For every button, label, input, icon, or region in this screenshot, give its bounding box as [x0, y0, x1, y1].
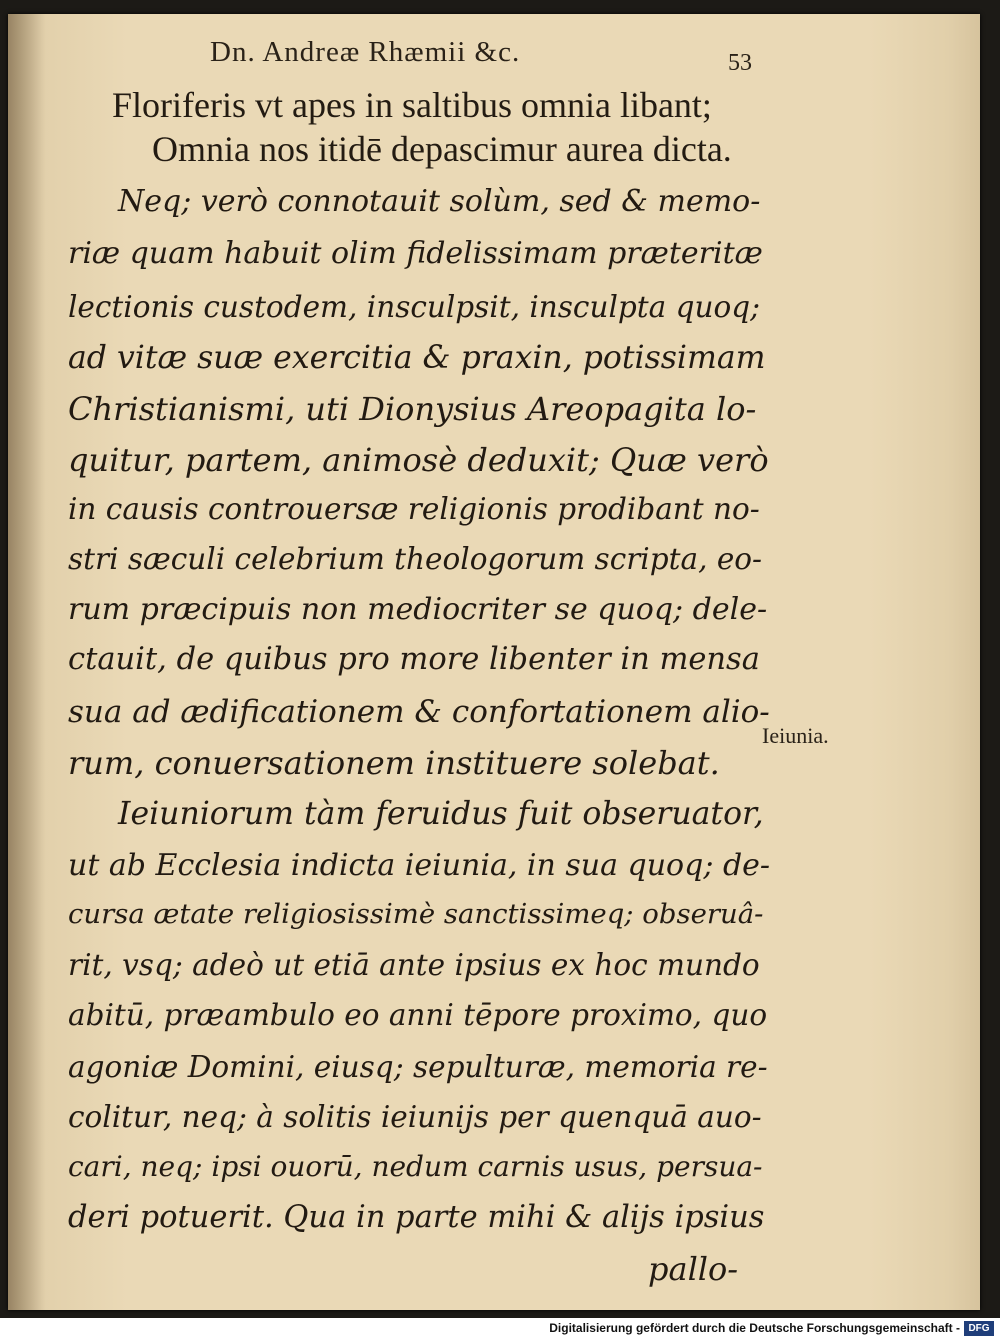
footer-bar — [0, 1318, 1000, 1340]
body-line-13: Ieiuniorum tàm feruidus fuit obseruator, — [118, 796, 764, 832]
body-line-1: Neq; verò connotauit solùm, sed & memo- — [118, 184, 761, 219]
body-line-15: cursa ætate religiosissimè sanctissimeq; obseruâ- — [68, 898, 764, 930]
body-line-5: Christianismi, uti Dionysius Areopagita lo- — [68, 390, 757, 428]
body-line-21: deri potuerit. Qua in parte mihi & alijs ipsius — [68, 1200, 765, 1235]
catchword: pallo- — [648, 1250, 739, 1288]
body-line-7: in causis controuersæ religionis prodibant no- — [68, 492, 760, 526]
running-head: Dn. Andreæ Rhæmii &c. — [210, 36, 521, 68]
body-line-11: sua ad ædificationem & confortationem alio- — [68, 694, 770, 730]
body-line-6: quitur, partem, animosè deduxit; Quæ verò — [68, 441, 769, 479]
body-line-14: ut ab Ecclesia indicta ieiunia, in sua quoq; de- — [68, 848, 771, 883]
body-line-4: ad vitæ suæ exercitia & praxin, potissimam — [68, 340, 766, 376]
verse-line-1: Floriferis vt apes in saltibus omnia libant; — [112, 85, 712, 125]
body-line-20: cari, neq; ipsi ouorū, nedum carnis usus, persua- — [68, 1150, 763, 1183]
body-line-18: agoniæ Domini, eiusq; sepulturæ, memoria re- — [68, 1050, 768, 1084]
body-line-2: riæ quam habuit olim fidelissimam præteritæ — [68, 236, 763, 271]
body-line-10: ctauit, de quibus pro more libenter in mensa — [68, 642, 760, 677]
verse-line-2: Omnia nos itidē depascimur aurea dicta. — [152, 129, 732, 169]
dfg-logo-icon: DFG — [964, 1321, 994, 1336]
footer-credit: Digitalisierung gefördert durch die Deutsche Forschungsgemeinschaft - — [549, 1321, 960, 1335]
body-line-16: rit, vsq; adeò ut etiā ante ipsius ex hoc mundo — [68, 948, 760, 982]
body-line-9: rum præcipuis non mediocriter se quoq; dele- — [68, 592, 768, 627]
body-line-3: lectionis custodem, insculpsit, insculpta quoq; — [68, 290, 761, 324]
body-line-12: rum, conuersationem instituere solebat. — [68, 744, 720, 782]
marginal-note: Ieiunia. — [762, 723, 829, 748]
body-line-17: abitū, præambulo eo anni tēpore proximo, quo — [68, 998, 768, 1032]
page-number: 53 — [728, 50, 752, 76]
body-line-8: stri sæculi celebrium theologorum scripta, eo- — [68, 542, 763, 576]
body-line-19: colitur, neq; à solitis ieiunijs per quenquā auo- — [68, 1100, 762, 1134]
gutter-shadow — [8, 14, 46, 1310]
